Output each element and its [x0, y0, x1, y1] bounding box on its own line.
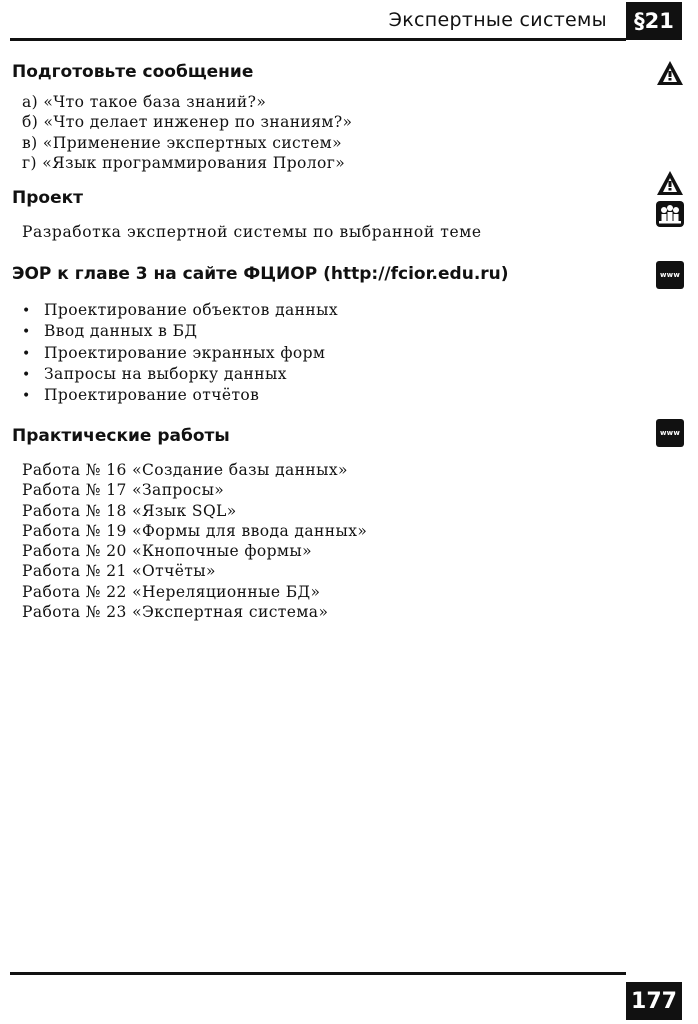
list-item: • Запросы на выборку данных	[22, 364, 338, 385]
warning-triangle-icon	[655, 58, 685, 88]
list-item: Работа № 18 «Язык SQL»	[22, 501, 237, 520]
section-badge: §21	[626, 2, 682, 40]
list-item: Работа № 23 «Экспертная система»	[22, 603, 329, 622]
www-icon: www	[656, 419, 684, 447]
project-heading: Проект	[12, 188, 83, 208]
eor-resources-list	[22, 300, 338, 406]
list-item: Работа № 22 «Нереляционные БД»	[22, 582, 321, 601]
list-item: г) «Язык программирования Пролог»	[22, 153, 346, 172]
report-heading: Подготовьте сообщение	[12, 62, 254, 82]
list-item: Работа № 19 «Формы для ввода данных»	[22, 521, 368, 540]
list-item: • Проектирование экранных форм	[22, 343, 338, 364]
report-topics-list	[22, 92, 352, 173]
page-number: 177	[626, 982, 682, 1020]
group-project-icon	[655, 199, 685, 229]
header-rule	[10, 38, 626, 41]
list-item: в) «Применение экспертных систем»	[22, 133, 343, 152]
list-item: • Проектирование объектов данных	[22, 300, 338, 321]
practical-works-list	[22, 460, 367, 622]
practical-heading: Практические работы	[12, 426, 230, 446]
list-item: Работа № 20 «Кнопочные формы»	[22, 542, 313, 561]
warning-triangle-icon	[655, 168, 685, 198]
list-item: Работа № 17 «Запросы»	[22, 481, 225, 500]
page-header-title: Экспертные системы	[388, 9, 607, 31]
list-item: Работа № 16 «Создание базы данных»	[22, 461, 348, 479]
list-item: а) «Что такое база знаний?»	[22, 93, 267, 111]
list-item: б) «Что делает инженер по знаниям?»	[22, 113, 353, 132]
eor-heading: ЭОР к главе 3 на сайте ФЦИОР (http://fcior.edu.ru)	[12, 264, 509, 284]
project-description: Разработка экспертной системы по выбранной теме	[22, 223, 482, 241]
list-item: • Проектирование отчётов	[22, 385, 338, 406]
list-item: • Ввод данных в БД	[22, 321, 338, 342]
footer-rule	[10, 972, 626, 975]
list-item: Работа № 21 «Отчёты»	[22, 562, 216, 581]
www-icon: www	[656, 261, 684, 289]
